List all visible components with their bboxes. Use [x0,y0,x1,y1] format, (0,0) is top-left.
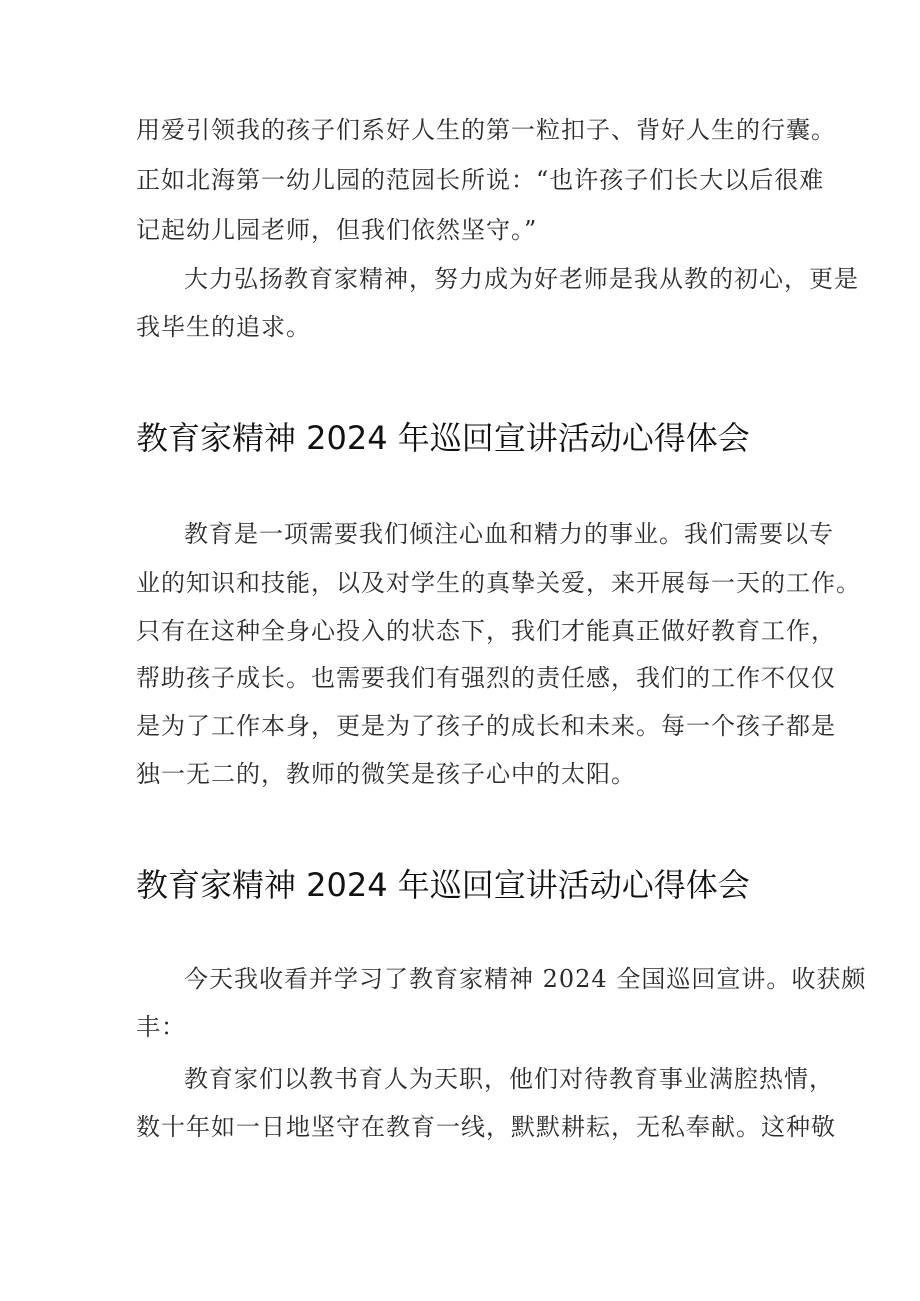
paragraph-line: 独一无二的，教师的微笑是孩子心中的太阳。 [136,760,636,788]
paragraph-line: 只有在这种全身心投入的状态下，我们才能真正做好教育工作， [136,617,836,645]
paragraph-line: 记起幼儿园老师，但我们依然坚守。” [136,216,538,244]
paragraph-line: 业的知识和技能，以及对学生的真挚关爱，来开展每一天的工作。 [136,569,861,597]
paragraph-line: 帮助孩子成长。也需要我们有强烈的责任感，我们的工作不仅仅 [136,664,836,692]
paragraph-line: 是为了工作本身，更是为了孩子的成长和未来。每一个孩子都是 [136,712,836,740]
section-heading: 教育家精神 2024 年巡回宣讲活动心得体会 [136,866,750,904]
paragraph-line: 数十年如一日地坚守在教育一线，默默耕耘，无私奉献。这种敬 [136,1113,836,1141]
paragraph-line: 教育是一项需要我们倾注心血和精力的事业。我们需要以专 [184,520,834,548]
section-heading: 教育家精神 2024 年巡回宣讲活动心得体会 [136,419,750,457]
paragraph-line: 教育家们以教书育人为天职，他们对待教育事业满腔热情， [184,1065,834,1093]
paragraph-line: 丰： [136,1013,186,1041]
paragraph-line: 我毕生的追求。 [136,313,311,341]
paragraph-line: 大力弘扬教育家精神，努力成为好老师是我从教的初心，更是 [184,265,859,293]
paragraph-line: 今天我收看并学习了教育家精神 2024 全国巡回宣讲。收获颇 [184,965,867,993]
paragraph-line: 正如北海第一幼儿园的范园长所说：“也许孩子们长大以后很难 [136,166,825,194]
paragraph-line: 用爱引领我的孩子们系好人生的第一粒扣子、背好人生的行囊。 [136,116,836,144]
